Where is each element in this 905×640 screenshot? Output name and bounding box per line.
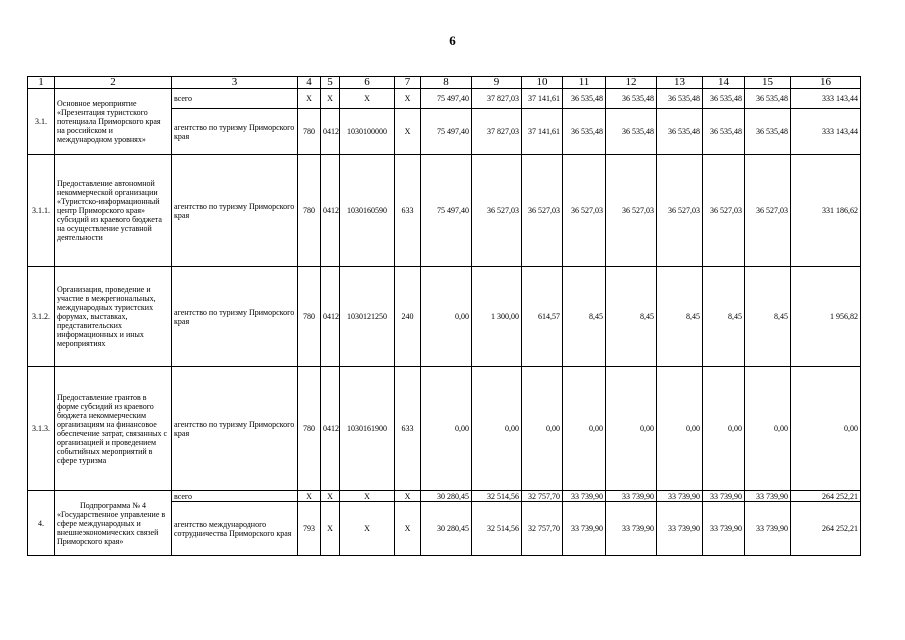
value-cell: 33 739,90	[563, 491, 606, 502]
cell-c7: 240	[395, 267, 421, 367]
value-cell: 33 739,90	[563, 502, 606, 556]
value-cell: 331 186,62	[791, 155, 861, 267]
col-header: 9	[472, 77, 522, 89]
row-id: 3.1.	[28, 89, 55, 155]
value-cell: 33 739,90	[703, 491, 745, 502]
value-cell: 0,00	[421, 367, 472, 491]
cell-c6: 1030161900	[340, 367, 395, 491]
value-cell: 33 739,90	[606, 502, 657, 556]
value-cell: 8,45	[606, 267, 657, 367]
value-cell: 0,00	[563, 367, 606, 491]
cell-c4: 793	[298, 502, 321, 556]
cell-c7: X	[395, 109, 421, 155]
value-cell: 0,00	[606, 367, 657, 491]
value-cell: 36 535,48	[703, 89, 745, 109]
cell-c4: X	[298, 89, 321, 109]
row-id: 3.1.2.	[28, 267, 55, 367]
value-cell: 37 141,61	[522, 89, 563, 109]
cell-c5: 0412	[321, 155, 340, 267]
value-cell: 36 527,03	[472, 155, 522, 267]
value-cell: 36 527,03	[703, 155, 745, 267]
value-cell: 32 757,70	[522, 491, 563, 502]
row-id: 4.	[28, 491, 55, 556]
cell-c5: 0412	[321, 109, 340, 155]
row-executor: агентство международного сотрудничества Приморского края	[172, 502, 298, 556]
value-cell: 36 527,03	[745, 155, 791, 267]
col-header: 2	[55, 77, 172, 89]
value-cell: 0,00	[657, 367, 703, 491]
cell-c4: 780	[298, 155, 321, 267]
value-cell: 33 739,90	[745, 491, 791, 502]
col-header: 16	[791, 77, 861, 89]
col-header: 13	[657, 77, 703, 89]
value-cell: 36 535,48	[657, 109, 703, 155]
cell-c7: X	[395, 502, 421, 556]
cell-c4: X	[298, 491, 321, 502]
value-cell: 264 252,21	[791, 502, 861, 556]
value-cell: 32 514,56	[472, 491, 522, 502]
col-header: 4	[298, 77, 321, 89]
value-cell: 33 739,90	[745, 502, 791, 556]
row-id: 3.1.1.	[28, 155, 55, 267]
cell-c5: 0412	[321, 367, 340, 491]
value-cell: 36 527,03	[522, 155, 563, 267]
value-cell: 36 527,03	[657, 155, 703, 267]
row-executor: всего	[172, 491, 298, 502]
value-cell: 36 535,48	[703, 109, 745, 155]
header-row	[28, 77, 861, 89]
value-cell: 0,00	[745, 367, 791, 491]
col-header: 15	[745, 77, 791, 89]
value-cell: 8,45	[657, 267, 703, 367]
cell-c7: X	[395, 491, 421, 502]
row-executor: агентство по туризму Приморского края	[172, 267, 298, 367]
col-header: 14	[703, 77, 745, 89]
value-cell: 36 535,48	[563, 109, 606, 155]
value-cell: 614,57	[522, 267, 563, 367]
value-cell: 8,45	[745, 267, 791, 367]
col-header: 12	[606, 77, 657, 89]
cell-c5: X	[321, 502, 340, 556]
cell-c5: 0412	[321, 267, 340, 367]
row-executor: всего	[172, 89, 298, 109]
value-cell: 36 535,48	[606, 89, 657, 109]
col-header: 1	[28, 77, 55, 89]
value-cell: 1 956,82	[791, 267, 861, 367]
cell-c4: 780	[298, 367, 321, 491]
col-header: 5	[321, 77, 340, 89]
cell-c6: X	[340, 502, 395, 556]
row-name: Предоставление грантов в форме субсидий из краевого бюджета некоммерческим организациям на финансовое обеспечение затрат, связанных с организацией и проведением событийных мероприятий в сфере туризма	[55, 367, 172, 491]
row-id: 3.1.3.	[28, 367, 55, 491]
cell-c7: 633	[395, 367, 421, 491]
value-cell: 30 280,45	[421, 502, 472, 556]
cell-c5: X	[321, 89, 340, 109]
value-cell: 333 143,44	[791, 89, 861, 109]
row-name: Предоставление автономной некоммерческой организации «Туристско-информационный центр Приморского края» субсидий из краевого бюджета на осуществление уставной деятельности	[55, 155, 172, 267]
col-header: 7	[395, 77, 421, 89]
value-cell: 75 497,40	[421, 109, 472, 155]
value-cell: 8,45	[703, 267, 745, 367]
table-row	[28, 267, 861, 367]
cell-c7: 633	[395, 155, 421, 267]
table-row	[28, 491, 861, 502]
value-cell: 36 535,48	[563, 89, 606, 109]
col-header: 6	[340, 77, 395, 89]
col-header: 11	[563, 77, 606, 89]
value-cell: 75 497,40	[421, 155, 472, 267]
cell-c6: X	[340, 491, 395, 502]
cell-c5: X	[321, 491, 340, 502]
value-cell: 0,00	[522, 367, 563, 491]
page-number: 6	[449, 33, 456, 48]
value-cell: 37 827,03	[472, 109, 522, 155]
cell-c6: X	[340, 89, 395, 109]
col-header: 8	[421, 77, 472, 89]
value-cell: 0,00	[472, 367, 522, 491]
cell-c6: 1030160590	[340, 155, 395, 267]
cell-c7: X	[395, 89, 421, 109]
value-cell: 8,45	[563, 267, 606, 367]
value-cell: 37 141,61	[522, 109, 563, 155]
cell-c4: 780	[298, 109, 321, 155]
table-row	[28, 89, 861, 109]
value-cell: 36 527,03	[563, 155, 606, 267]
value-cell: 333 143,44	[791, 109, 861, 155]
value-cell: 36 535,48	[657, 89, 703, 109]
row-executor: агентство по туризму Приморского края	[172, 109, 298, 155]
value-cell: 36 527,03	[606, 155, 657, 267]
cell-c6: 1030121250	[340, 267, 395, 367]
col-header: 3	[172, 77, 298, 89]
value-cell: 33 739,90	[606, 491, 657, 502]
value-cell: 30 280,45	[421, 491, 472, 502]
row-name: Организация, проведение и участие в межрегиональных, международных туристских форумах, выставках, представительских информационных и иных мероприятиях	[55, 267, 172, 367]
value-cell: 36 535,48	[745, 89, 791, 109]
table-row	[28, 367, 861, 491]
value-cell: 36 535,48	[606, 109, 657, 155]
row-executor: агентство по туризму Приморского края	[172, 367, 298, 491]
value-cell: 75 497,40	[421, 89, 472, 109]
value-cell: 32 757,70	[522, 502, 563, 556]
cell-c6: 1030100000	[340, 109, 395, 155]
budget-table	[27, 76, 861, 556]
value-cell: 37 827,03	[472, 89, 522, 109]
value-cell: 264 252,21	[791, 491, 861, 502]
row-executor: агентство по туризму Приморского края	[172, 155, 298, 267]
value-cell: 1 300,00	[472, 267, 522, 367]
value-cell: 36 535,48	[745, 109, 791, 155]
value-cell: 33 739,90	[703, 502, 745, 556]
row-name: Основное мероприятие «Презентация туристского потенциала Приморского края на российском и международном уровнях»	[55, 89, 172, 155]
value-cell: 0,00	[791, 367, 861, 491]
value-cell: 0,00	[421, 267, 472, 367]
subprogram-name: «Государственное управление в сфере международных и внешнеэкономических связей Приморского края»	[57, 509, 166, 546]
col-header: 10	[522, 77, 563, 89]
value-cell: 33 739,90	[657, 491, 703, 502]
value-cell: 0,00	[703, 367, 745, 491]
subprogram-title: Подпрограмма № 4	[80, 500, 146, 510]
cell-c4: 780	[298, 267, 321, 367]
row-name	[55, 491, 172, 556]
value-cell: 32 514,56	[472, 502, 522, 556]
table-row	[28, 155, 861, 267]
value-cell: 33 739,90	[657, 502, 703, 556]
